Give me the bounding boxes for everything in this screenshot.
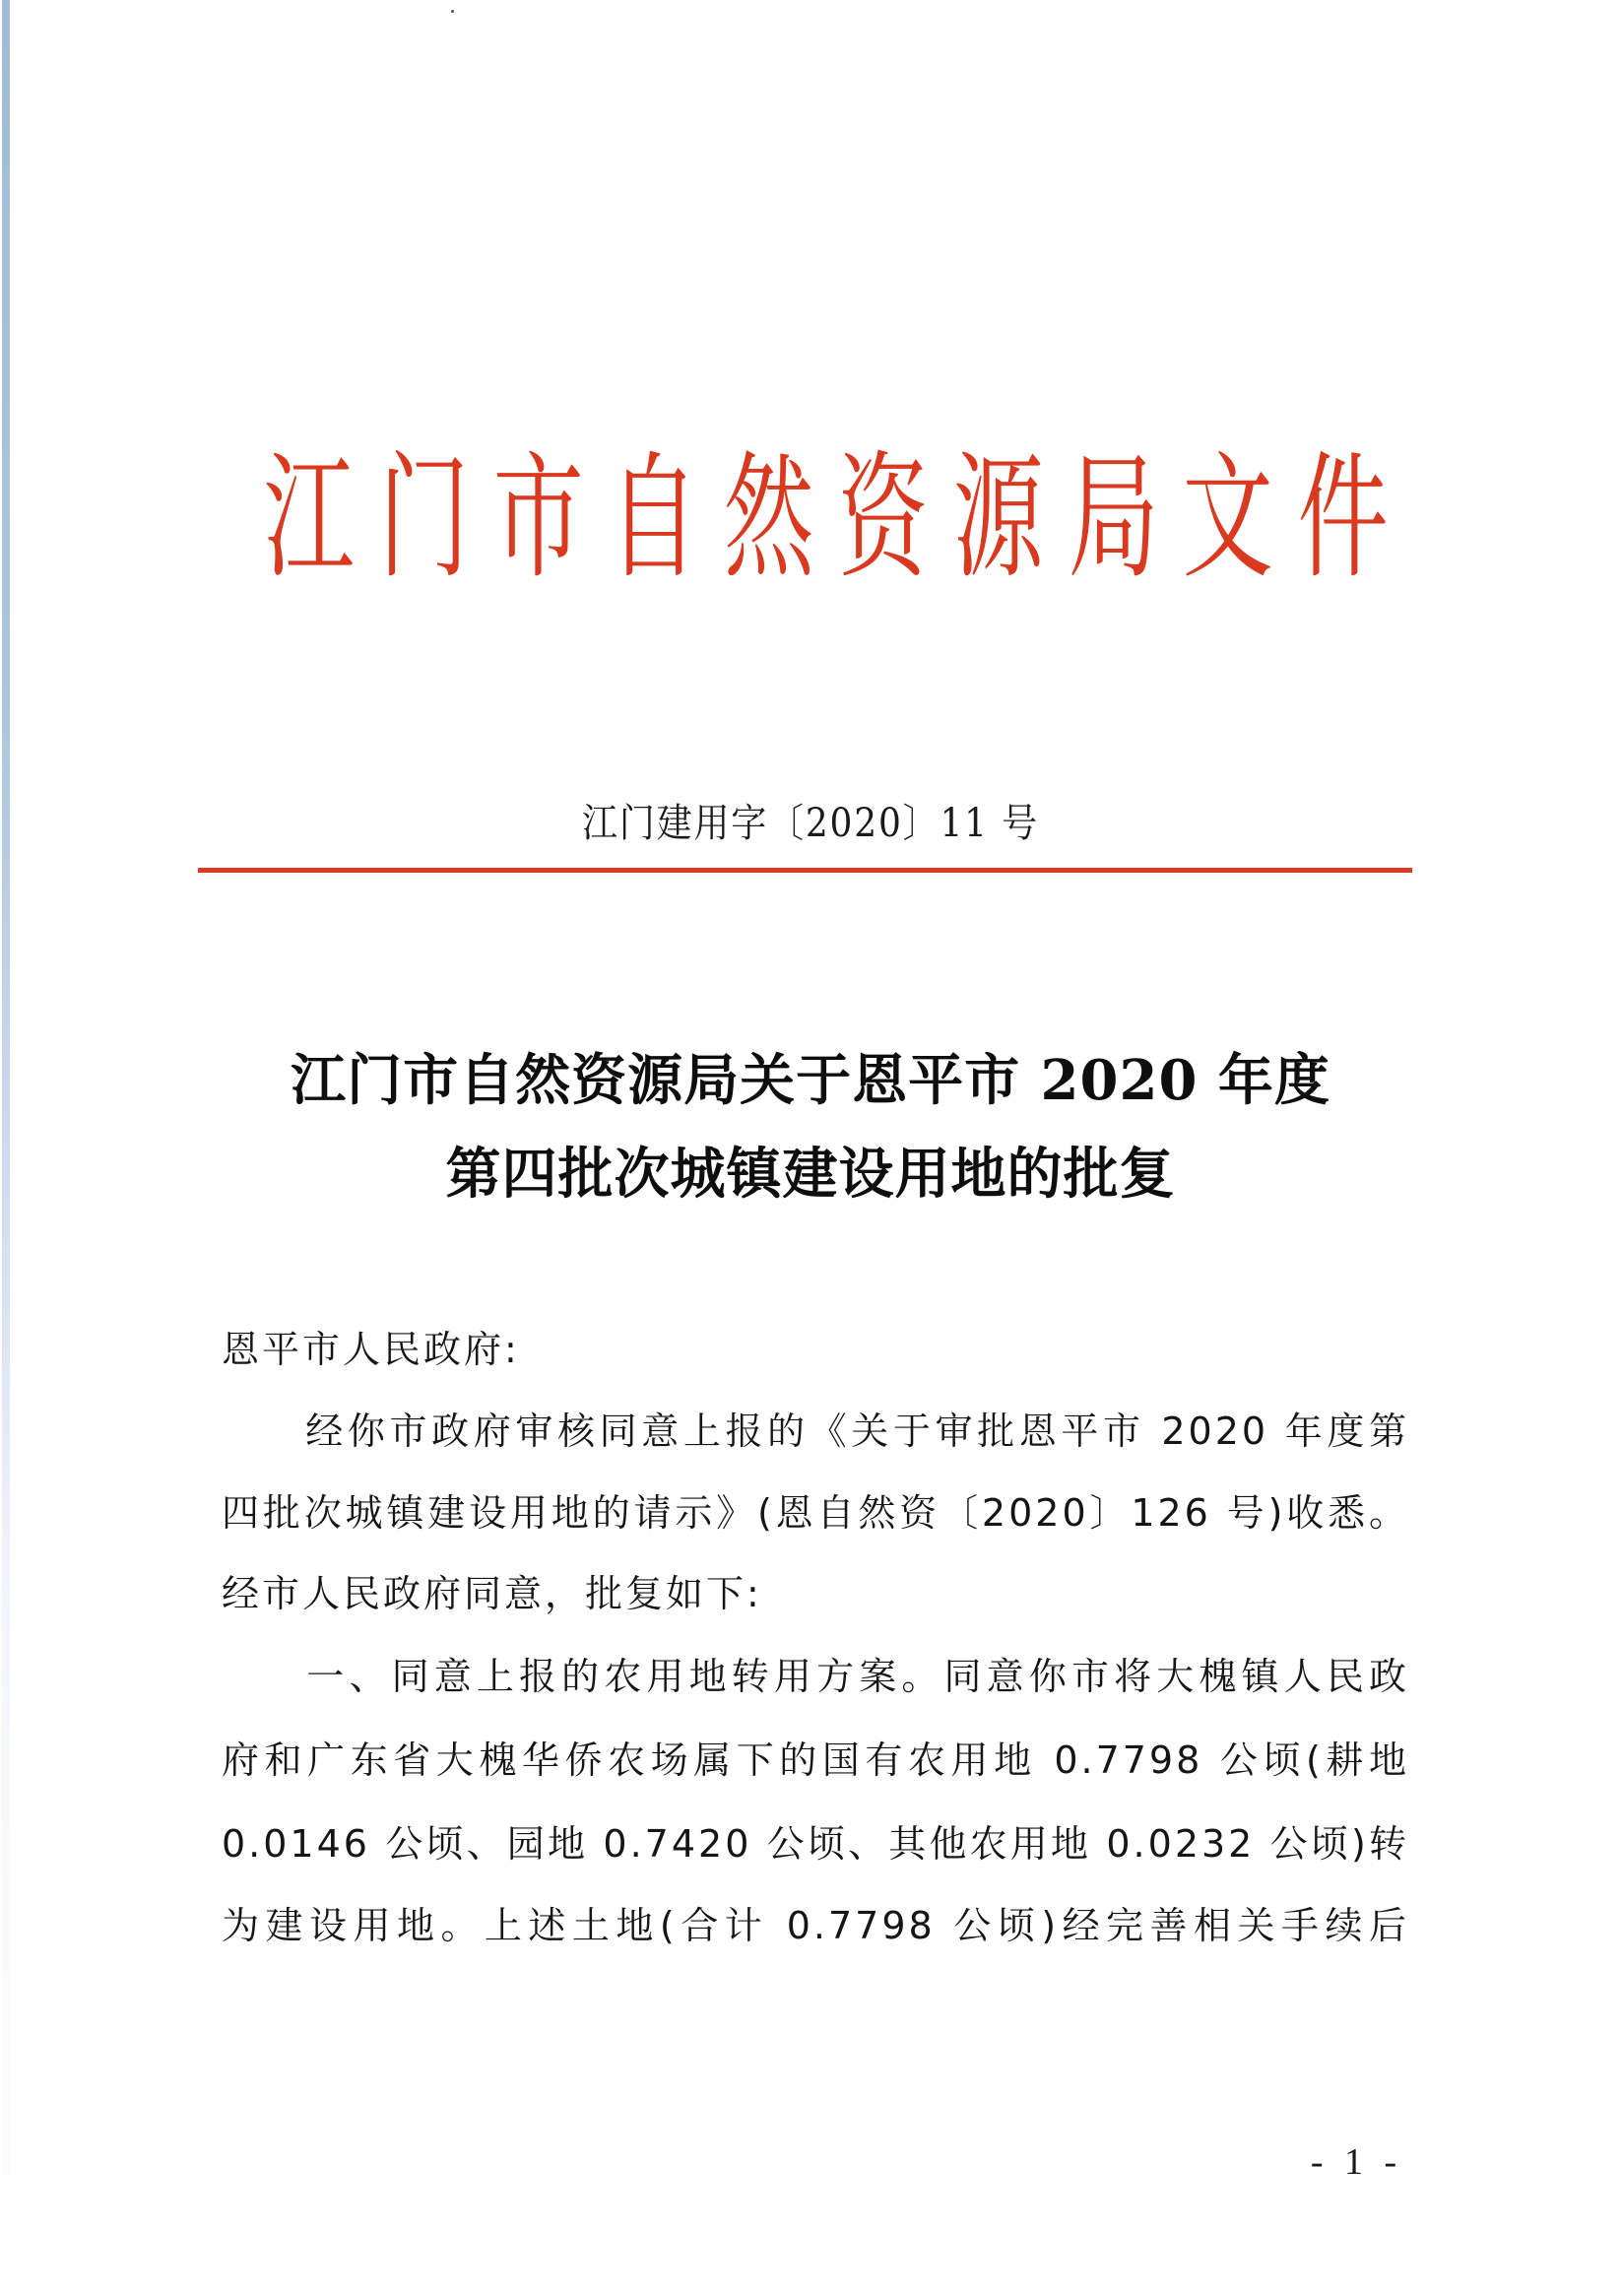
masthead-char: 局 bbox=[1068, 439, 1159, 598]
body-line: 经你市政府审核同意上报的《关于审批恩平市 2020 年度第 bbox=[222, 1410, 1409, 1453]
red-separator-rule bbox=[198, 868, 1412, 873]
masthead-char: 自 bbox=[608, 439, 699, 598]
masthead-char: 源 bbox=[952, 439, 1044, 598]
masthead-char: 门 bbox=[378, 439, 470, 598]
body-line: 0.0146 公顷、园地 0.7420 公顷、其他农用地 0.0232 公顷)转 bbox=[222, 1822, 1409, 1866]
masthead-char: 文 bbox=[1182, 439, 1274, 598]
body-line: 一、同意上报的农用地转用方案。同意你市将大槐镇人民政 bbox=[222, 1655, 1409, 1698]
page-number: - 1 - bbox=[1310, 2141, 1403, 2183]
document-number: 江门建用字〔2020〕11 号 bbox=[582, 801, 1039, 846]
salutation: 恩平市人民政府: bbox=[222, 1328, 520, 1371]
body-line: 为建设用地。上述土地(合计 0.7798 公顷)经完善相关手续后 bbox=[222, 1904, 1409, 1947]
body-line: 四批次城镇建设用地的请示》(恩自然资〔2020〕126 号)收悉。 bbox=[222, 1491, 1409, 1535]
issuer-masthead bbox=[251, 439, 1389, 598]
masthead-char: 件 bbox=[1297, 439, 1389, 598]
document-title-line-1: 江门市自然资源局关于恩平市 2020 年度 bbox=[291, 1048, 1330, 1113]
body-line: 府和广东省大槐华侨农场属下的国有农用地 0.7798 公顷(耕地 bbox=[222, 1738, 1409, 1782]
masthead-char: 市 bbox=[492, 439, 585, 598]
scan-speck bbox=[451, 10, 454, 13]
masthead-char: 资 bbox=[837, 439, 930, 598]
document-title-line-2: 第四批次城镇建设用地的批复 bbox=[445, 1142, 1176, 1207]
masthead-char: 然 bbox=[723, 439, 814, 598]
masthead-char: 江 bbox=[263, 439, 355, 598]
body-line: 经市人民政府同意，批复如下: bbox=[222, 1572, 762, 1615]
